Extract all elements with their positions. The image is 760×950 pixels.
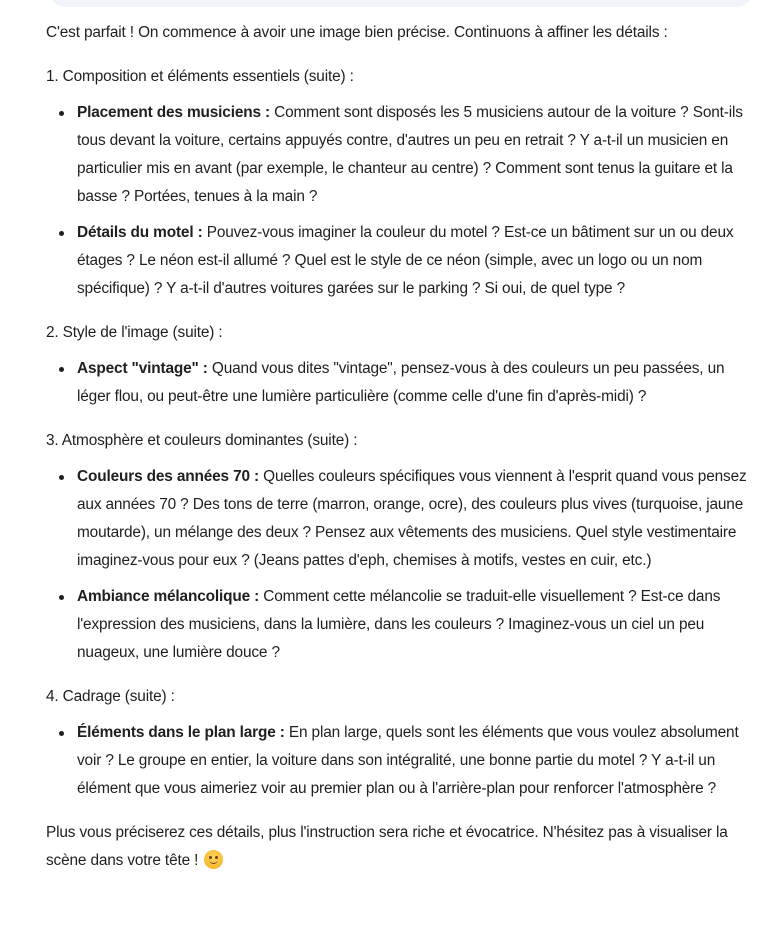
item-term: Couleurs des années 70 :: [77, 468, 260, 485]
section-heading: 3. Atmosphère et couleurs dominantes (suite) :: [46, 432, 358, 449]
assistant-response: [46, 19, 758, 875]
item-term: Aspect "vintage" :: [77, 360, 208, 377]
item-text: Comment sont disposés les 5 musiciens autour de la voiture ? Sont-ils tous devant la voiture, certains appuyés contre, d'autres un peu en retrait ? Y a-t-il un musicien en particulier mis en avant (par exemple, le chanteur au centre) ? Comment sont tenus la guitare et la basse ? Portées, tenues à la main ?: [77, 104, 743, 205]
item-text: Pouvez-vous imaginer la couleur du motel ? Est-ce un bâtiment sur un ou deux étages ? Le néon est-il allumé ? Quel est le style de ce néon (simple, avec un logo ou un nom spécifique) ? Y a-t-il d'autres voitures garées sur le parking ? Si oui, de quel type ?: [77, 224, 734, 297]
item-term: Éléments dans le plan large :: [77, 724, 285, 741]
section-list: [46, 355, 758, 411]
section-list: [46, 99, 758, 303]
section-heading: 2. Style de l'image (suite) :: [46, 324, 223, 341]
item-text: Quand vous dites "vintage", pensez-vous à des couleurs un peu passées, un léger flou, ou peut-être une lumière particulière (comme celle d'une fin d'après-midi) ?: [77, 360, 725, 405]
list-item: [77, 719, 758, 803]
list-item: [77, 463, 758, 575]
item-term: Placement des musiciens :: [77, 104, 270, 121]
response-intro: C'est parfait ! On commence à avoir une image bien précise. Continuons à affiner les détails :: [46, 24, 668, 41]
list-item: [77, 583, 758, 667]
item-text: En plan large, quels sont les éléments que vous voulez absolument voir ? Le groupe en entier, la voiture dans son intégralité, une bonne partie du motel ? Y a-t-il un élément que vous aimeriez voir au premier plan ou à l'arrière-plan pour renforcer l'atmosphère ?: [77, 724, 739, 797]
section-list: [46, 463, 758, 667]
item-term: Détails du motel :: [77, 224, 203, 241]
list-item: [77, 355, 758, 411]
item-text: Quelles couleurs spécifiques vous viennent à l'esprit quand vous pensez aux années 70 ? Des tons de terre (marron, orange, ocre), des couleurs plus vives (turquoise, jaune moutarde), un mélange des deux ? Pensez aux vêtements des musiciens. Quel style vestimentaire imaginez-vous pour eux ? (Jeans pattes d'eph, chemises à motifs, vestes en cuir, etc.): [77, 468, 747, 569]
response-outro: [46, 819, 758, 875]
list-item: [77, 99, 758, 211]
section-list: [46, 719, 758, 803]
section-heading: 4. Cadrage (suite) :: [46, 688, 175, 705]
outro-text: Plus vous préciserez ces détails, plus l'instruction sera riche et évocatrice. N'hésitez pas à visualiser la scène dans votre tête !: [46, 824, 728, 869]
item-text: Comment cette mélancolie se traduit-elle visuellement ? Est-ce dans l'expression des musiciens, dans la lumière, dans les couleurs ? Imaginez-vous un ciel un peu nuageux, une lumière douce ?: [77, 588, 721, 661]
list-item: [77, 219, 758, 303]
section-heading: 1. Composition et éléments essentiels (suite) :: [46, 68, 354, 85]
item-term: Ambiance mélancolique :: [77, 588, 260, 605]
smiling-face-icon: [204, 850, 223, 869]
previous-user-message-bubble: [48, 0, 754, 7]
